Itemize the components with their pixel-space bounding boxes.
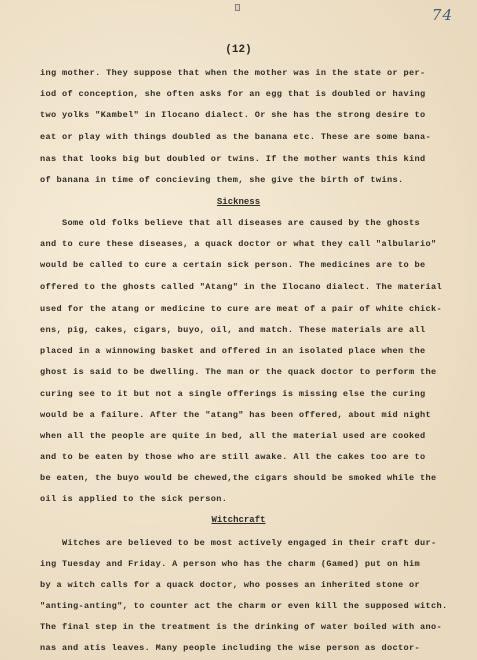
text-line: placed in a winnowing basket and offered in an isolated place when the: [40, 346, 426, 356]
text-line: and to cure these diseases, a quack doctor or what they call "albulario": [40, 239, 437, 249]
text-line: would be a failure. After the "atang" has been offered, about mid night: [40, 410, 432, 420]
paper-clip: [235, 4, 240, 11]
text-line: used for the atang or medicine to cure are meat of a pair of white chick-: [40, 304, 443, 314]
text-line: by a witch calls for a quack doctor, who posses an inherited stone or: [40, 580, 420, 590]
text-line: oil is applied to the sick person.: [40, 494, 228, 504]
text-line: Some old folks believe that all diseases are caused by the ghosts: [62, 218, 420, 228]
text-line: two yolks "Kambel" in Ilocano dialect. Or she has the strong desire to: [40, 110, 426, 120]
text-line: ing Tuesday and Friday. A person who has the charm (Gamed) put on him: [40, 559, 420, 569]
text-line: ing mother. They suppose that when the mother was in the state or per-: [40, 68, 426, 78]
folio-number: 74: [431, 6, 453, 24]
text-line: curing see to it but not a single offerings is missing else the curing: [40, 389, 426, 399]
page-number: (12): [225, 44, 252, 56]
text-line: Witches are believed to be most actively engaged in their craft dur-: [62, 538, 437, 548]
text-line: nas and atis leaves. Many people including the wise person as doctor-: [40, 643, 420, 653]
text-line: iod of conception, she often asks for an egg that is doubled or having: [40, 89, 426, 99]
text-line: nas that looks big but doubled or twins. If the mother wants this kind: [40, 154, 426, 164]
text-line: when all the people are quite in bed, all the material used are cooked: [40, 431, 426, 441]
text-line: eat or play with things doubled as the banana etc. These are some bana-: [40, 132, 432, 142]
text-line: of banana in time of concieving them, she give the birth of twins.: [40, 175, 404, 185]
text-line: ghost is said to be dwelling. The man or the quack doctor to perform the: [40, 367, 437, 377]
text-line: offered to the ghosts called "Atang" in the Ilocano dialect. The material: [40, 282, 443, 292]
text-line: and to be eaten by those who are still awake. All the cakes too are to: [40, 452, 426, 462]
text-line: "anting-anting", to counter act the charm or even kill the supposed witch.: [40, 601, 448, 611]
section-heading-witchcraft: Witchcraft: [211, 515, 266, 525]
text-line: be eaten, the buyo would be chewed,the cigars should be smoked while the: [40, 473, 437, 483]
text-line: ens, pig, cakes, cigars, buyo, oil, and match. These materials are all: [40, 325, 426, 335]
text-line: The final step in the treatment is the drinking of water boiled with ano-: [40, 622, 443, 632]
section-heading-sickness: Sickness: [216, 197, 261, 207]
text-line: would be called to cure a certain sick person. The medicines are to be: [40, 260, 426, 270]
